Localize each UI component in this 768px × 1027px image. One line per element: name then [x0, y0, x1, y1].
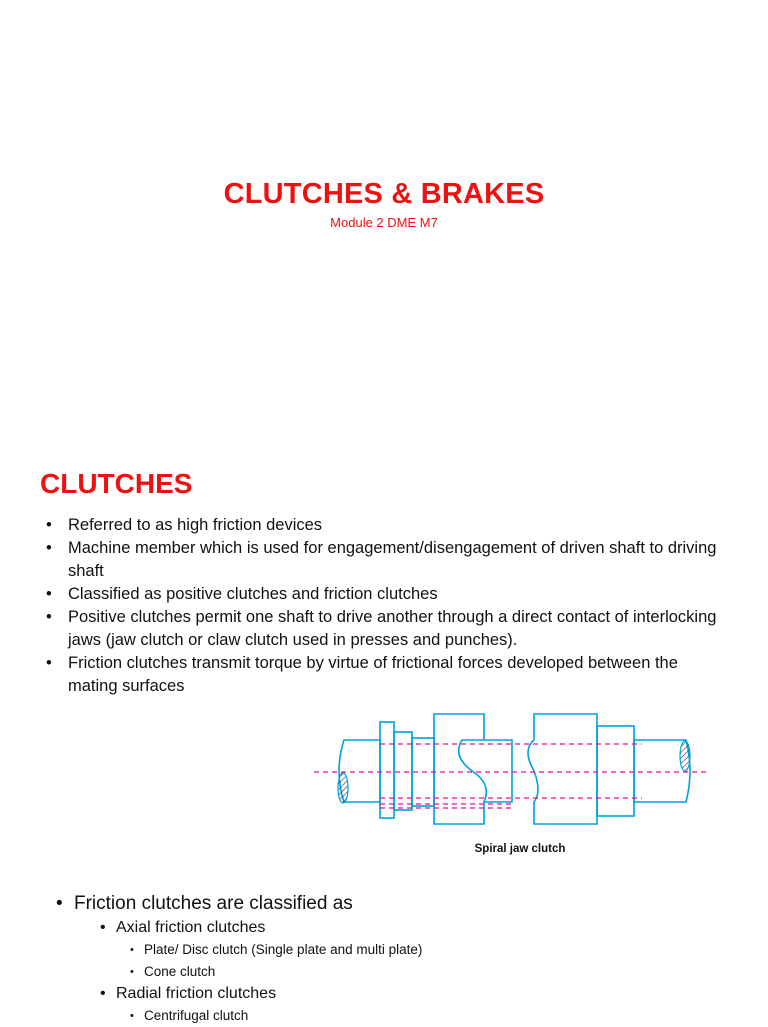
- bullet-item: • Classified as positive clutches and friction clutches: [44, 583, 724, 606]
- figure-caption: Spiral jaw clutch: [474, 843, 566, 855]
- left-shaft-section: [338, 773, 348, 803]
- bullet-item: • Friction clutches transmit torque by virtue of frictional forces developed between the mating surfaces: [44, 652, 724, 698]
- classification-intro: [56, 891, 422, 1027]
- bullet-item: • Positive clutches permit one shaft to drive another through a direct contact of interlocking jaws (jaw clutch or claw clutch used in presses and punches).: [44, 606, 724, 652]
- clutch-bullet-list: [44, 514, 724, 698]
- bullet-item: • Machine member which is used for engagement/disengagement of driven shaft to driving shaft: [44, 537, 724, 583]
- title-block: [0, 178, 768, 230]
- slide-title: CLUTCHES & BRAKES: [223, 178, 545, 210]
- classification-intro-text: Friction clutches are classified as: [74, 893, 353, 914]
- clutch-subtype-item: • Centrifugal clutch: [130, 1005, 422, 1027]
- clutch-type-label: Radial friction clutches: [116, 985, 277, 1002]
- clutch-type-item: [100, 983, 422, 1027]
- spiral-jaw-clutch-diagram: [312, 708, 712, 833]
- right-shaft-section: [680, 741, 690, 771]
- clutch-subtype-list: [116, 939, 422, 983]
- centerlines: [314, 744, 708, 808]
- clutch-type-item: [100, 917, 422, 983]
- slide-subtitle: Module 2 DME M7: [330, 215, 438, 230]
- clutch-type-label: Axial friction clutches: [116, 919, 266, 936]
- clutch-type-list: [74, 917, 422, 1027]
- bullet-item: • Referred to as high friction devices: [44, 514, 724, 537]
- clutch-subtype-item: • Plate/ Disc clutch (Single plate and multi plate): [130, 939, 422, 961]
- clutch-subtype-item: • Cone clutch: [130, 961, 422, 983]
- classification-list: [56, 891, 422, 1027]
- section-heading: CLUTCHES: [40, 468, 193, 499]
